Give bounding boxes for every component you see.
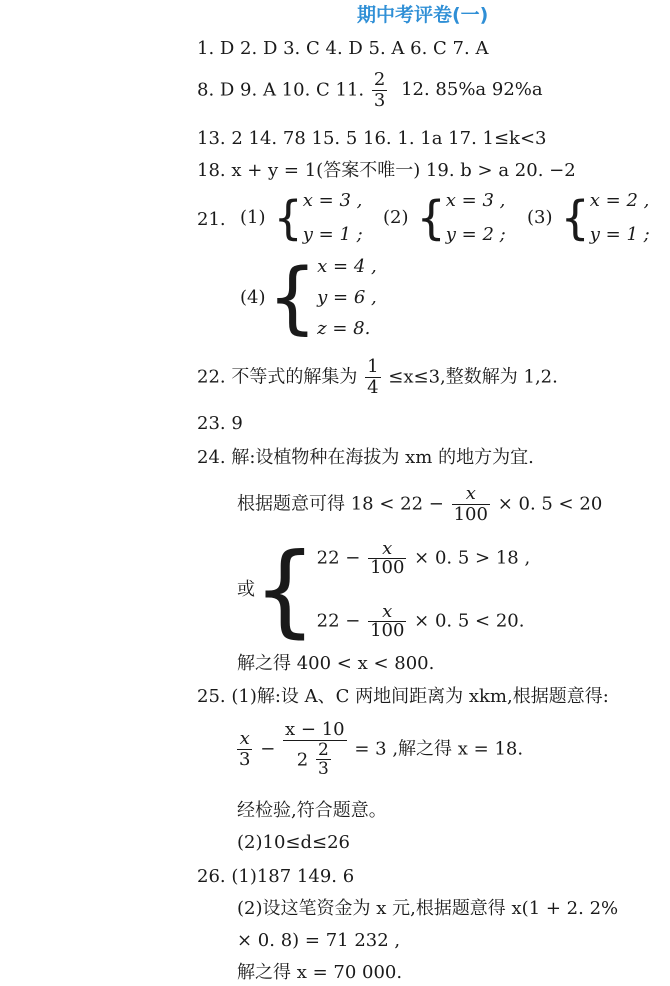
page-title: 期中考评卷(一) bbox=[357, 4, 489, 26]
fraction-numerator: 2 bbox=[317, 739, 329, 760]
q24-line2-pre: 根据题意可得 18 < 22 − bbox=[237, 493, 444, 515]
q21-part4-row1: x = 4 , bbox=[317, 256, 377, 277]
left-brace: { bbox=[416, 191, 446, 245]
q21-part3-row1: x = 2 , bbox=[589, 190, 650, 211]
fraction-denominator: 100 bbox=[370, 620, 405, 641]
q21-part4-label: (4) bbox=[240, 287, 266, 308]
answer-line-2 bbox=[197, 70, 543, 111]
row-suffix: × 0. 5 < 20. bbox=[414, 610, 525, 632]
fraction-denominator: 4 bbox=[367, 376, 379, 398]
q24-or: 或 bbox=[237, 579, 255, 600]
row-prefix: 22 − bbox=[316, 547, 361, 569]
fraction-x-over-100 bbox=[368, 603, 406, 640]
q26-line1: 26. (1)187 149. 6 bbox=[197, 866, 355, 887]
q25-eq-post: = 3 ,解之得 x = 18. bbox=[354, 738, 524, 760]
minus-sign: − bbox=[260, 738, 276, 760]
fraction-numerator: x bbox=[452, 484, 490, 505]
fraction-two-thirds bbox=[372, 70, 387, 111]
fraction-denominator: 100 bbox=[370, 557, 405, 578]
fraction-x-over-3 bbox=[237, 729, 252, 770]
mixed-whole: 2 bbox=[296, 749, 309, 771]
q21-part2 bbox=[383, 192, 506, 244]
q21-part3 bbox=[527, 192, 650, 244]
q25-part2: (2)10≤d≤26 bbox=[237, 832, 350, 853]
q21-part1-label: (1) bbox=[240, 207, 266, 228]
q26-line4: 解之得 x = 70 000. bbox=[237, 962, 403, 983]
fraction-numerator: 1 bbox=[367, 356, 379, 377]
fraction-one-quarter bbox=[365, 357, 380, 398]
q22-post: ≤x≤3,整数解为 1,2. bbox=[388, 366, 558, 388]
fraction-denominator: 3 bbox=[317, 759, 329, 780]
fraction-numerator: x − 10 bbox=[285, 719, 345, 740]
q24-line2-post: × 0. 5 < 20 bbox=[497, 493, 603, 515]
q21-part1-row1: x = 3 , bbox=[302, 190, 363, 211]
left-brace: { bbox=[560, 191, 590, 245]
q21-part3-row2: y = 1 ; bbox=[589, 224, 650, 245]
question-21-label: 21. bbox=[197, 209, 226, 230]
question-22 bbox=[197, 357, 558, 398]
fraction-complex bbox=[283, 720, 347, 779]
q24-or-system bbox=[237, 531, 531, 648]
fraction-x-over-100 bbox=[452, 484, 490, 525]
fraction-denominator-mixed bbox=[283, 741, 347, 779]
fraction-two-thirds bbox=[316, 741, 331, 779]
q21-part4-row3: z = 8. bbox=[317, 318, 371, 339]
q24-result: 解之得 400 < x < 800. bbox=[237, 653, 435, 674]
answer-line-2-pre: 8. D 9. A 10. C 11. bbox=[197, 79, 365, 101]
fraction-denominator: 3 bbox=[239, 749, 251, 771]
q26-line3: × 0. 8) = 71 232 , bbox=[237, 930, 401, 951]
row-suffix: × 0. 5 > 18 , bbox=[414, 547, 531, 569]
left-brace: { bbox=[273, 191, 303, 245]
answer-line-3: 13. 2 14. 78 15. 5 16. 1. 1a 17. 1≤k<3 bbox=[197, 128, 547, 149]
row-prefix: 22 − bbox=[316, 610, 361, 632]
q24-line1: 24. 解:设植物种在海拔为 xm 的地方为宜. bbox=[197, 447, 534, 468]
q21-part4 bbox=[240, 253, 377, 343]
fraction-denominator: 100 bbox=[453, 503, 488, 525]
q22-pre: 22. 不等式的解集为 bbox=[197, 366, 358, 388]
q26-line2: (2)设这笔资金为 x 元,根据题意得 x(1 + 2. 2% bbox=[237, 898, 619, 919]
fraction-numerator: 2 bbox=[373, 69, 386, 90]
q24-system-row2 bbox=[317, 603, 531, 640]
q25-line1: 25. (1)解:设 A、C 两地间距离为 xkm,根据题意得: bbox=[197, 686, 609, 707]
q24-line2 bbox=[237, 484, 602, 525]
q24-system-row1 bbox=[317, 540, 531, 577]
q21-part2-row1: x = 3 , bbox=[445, 190, 506, 211]
answer-line-1: 1. D 2. D 3. C 4. D 5. A 6. C 7. A bbox=[197, 38, 489, 59]
q21-part2-label: (2) bbox=[383, 207, 409, 228]
fraction-numerator: x bbox=[368, 540, 406, 559]
q21-part1 bbox=[240, 192, 363, 244]
q25-check: 经检验,符合题意。 bbox=[237, 800, 387, 821]
q21-part3-label: (3) bbox=[527, 207, 553, 228]
q21-part1-row2: y = 1 ; bbox=[302, 224, 363, 245]
fraction-x-over-100 bbox=[368, 540, 406, 577]
fraction-numerator: x bbox=[237, 729, 252, 750]
answer-line-4: 18. x + y = 1(答案不唯一) 19. b > a 20. −2 bbox=[197, 160, 576, 181]
question-23: 23. 9 bbox=[197, 413, 243, 434]
fraction-denominator: 3 bbox=[373, 89, 386, 111]
fraction-numerator: x bbox=[368, 603, 406, 622]
left-brace: { bbox=[253, 531, 317, 648]
answer-line-2-post: 12. 85%a 92%a bbox=[401, 79, 543, 101]
q21-part2-row2: y = 2 ; bbox=[445, 224, 506, 245]
left-brace: { bbox=[267, 253, 318, 343]
q25-equation bbox=[237, 720, 523, 779]
q21-part4-row2: y = 6 , bbox=[317, 287, 377, 308]
